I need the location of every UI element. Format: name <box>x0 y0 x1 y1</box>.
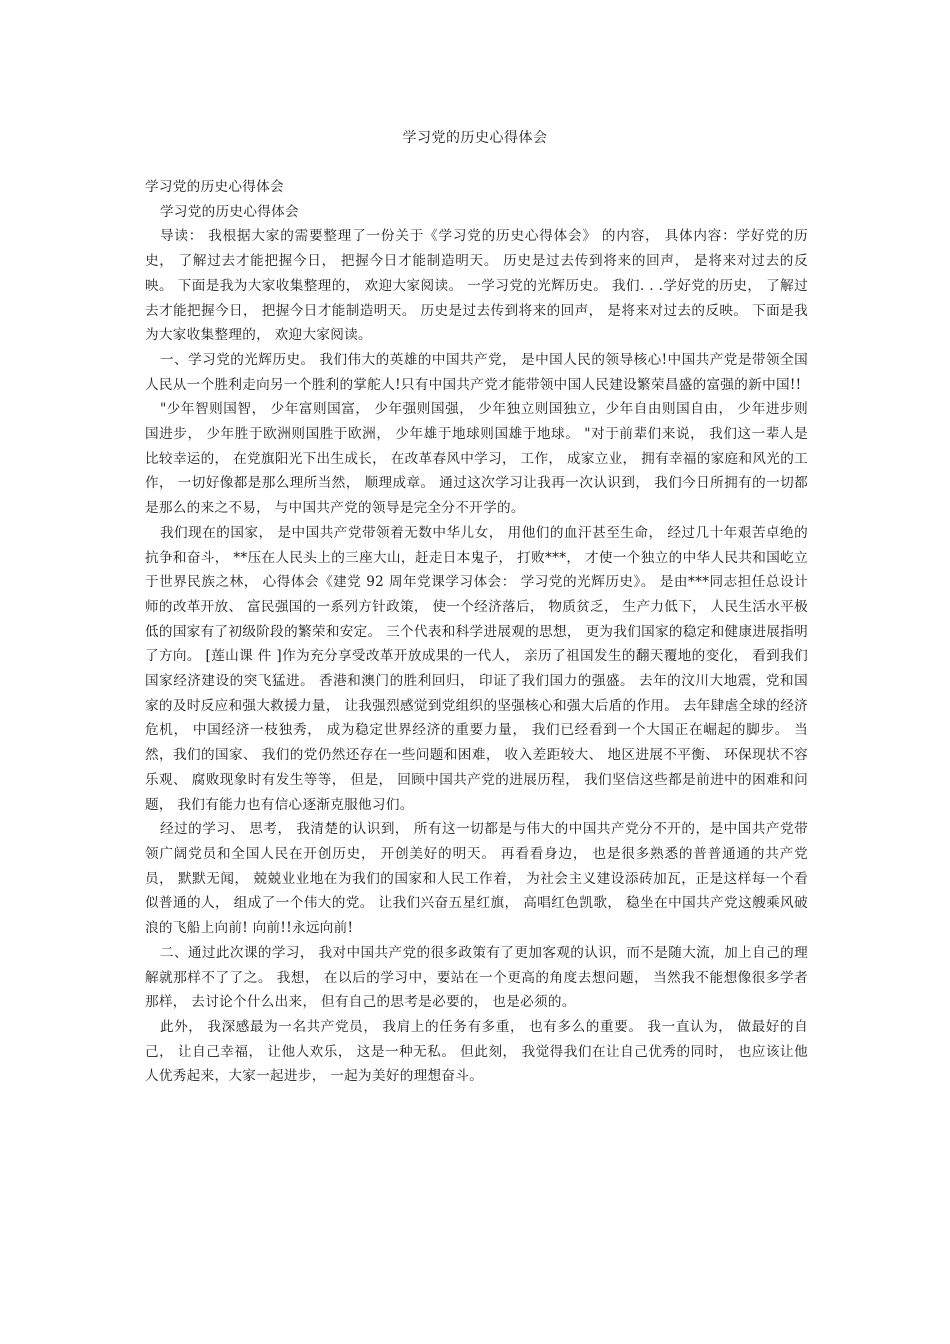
paragraph-intro: 导读： 我根据大家的需要整理了一份关于《学习党的历史心得体会》 的内容， 具体内容：学好党的历史， 了解过去才能把握今日， 把握今日才能制造明天。 历史是过去传到将来的回声， 是将来对过去的反映。 下面是我为大家收集整理的， 欢迎大家阅读。 一学习党的光辉历史。 我们. . .学好党的历史， 了解过去才能把握今日， 把握今日才能制造明天。 历史是过去传到将来的回声， 是将来对过去的反映。 下面是我为大家收集整理的， 欢迎大家阅读。 <box>145 228 808 344</box>
paragraph-heading: 学习党的历史心得体会 <box>145 179 284 195</box>
paragraph-nation: 我们现在的国家， 是中国共产党带领着无数中华儿女， 用他们的血汗甚至生命， 经过几十年艰苦卓绝的抗争和奋斗， **压在人民头上的三座大山，赶走日本鬼子， 打败***， 才使一个独立的中华人民共和国屹立于世界民族之林， 心得体会《建党 92 周年党课学习体会： 学习党的光辉历史》。 是由***同志担任总设计师的改革开放、 富民强国的一系列方针政策， 使一个经济落后， 物质贫乏， 生产力低下， 人民生活水平极低的国家有了初级阶段的繁荣和安定。 三个代表和科学进展观的思想， 更为我们国家的稳定和健康进展指明了方向。 [莲山课 件 ]作为充分享受改革开放成果的一代人， 亲历了祖国发生的翻天覆地的变化， 看到我们国家经济建设的突飞猛进。 香港和澳门的胜利回归， 印证了我们国力的强盛。 去年的汶川大地震，党和国家的及时反应和强大救援力量， 让我强烈感觉到党组织的坚强核心和强大后盾的作用。 去年肆虐全球的经济危机， 中国经济一枝独秀， 成为稳定世界经济的重要力量， 我们已经看到一个大国正在崛起的脚步。 当然，我们的国家、 我们的党仍然还存在一些问题和困难， 收入差距较大、 地区进展不平衡、 环保现状不容乐观、 腐败现象时有发生等等， 但是， 回顾中国共产党的进展历程， 我们坚信这些都是前进中的困难和问题， 我们有能力也有信心逐渐克服他习们。 <box>145 524 808 813</box>
paragraph-section-two: 二、通过此次课的学习， 我对中国共产党的很多政策有了更加客观的认识，而不是随大流，加上自己的理解就那样不了了之。 我想， 在以后的学习中，要站在一个更高的角度去想问题， 当然我不能想像很多学者那样， 去讨论个什么出来， 但有自己的思考是必要的， 也是必须的。 <box>145 944 808 1011</box>
document-title: 学习党的历史心得体会 <box>402 130 548 146</box>
paragraph-reflection: 经过的学习、 思考， 我清楚的认识到， 所有这一切都是与伟大的中国共产党分不开的，是中国共产党带领广阔党员和全国人民在开创历史， 开创美好的明天。 再看看身边， 也是很多熟悉的普普通通的共产党员， 默默无闻， 兢兢业业地在为我们的国家和人民工作着， 为社会主义建设添砖加瓦，正是这样每一个看似普通的人， 组成了一个伟大的党。 让我们兴奋五星红旗， 高唱红色凯歌， 稳坐在中国共产党这艘乘风破浪的飞船上向前! 向前!!永远向前! <box>145 821 808 937</box>
paragraph-quote: "少年智则国智， 少年富则国富， 少年强则国强， 少年独立则国独立，少年自由则国自由， 少年进步则国进步， 少年胜于欧洲则国胜于欧洲， 少年雄于地球则国雄于地球。 "对于前辈们来说， 我们这一辈人是比较幸运的， 在党旗阳光下出生成长， 在改革春风中学习， 工作， 成家立业， 拥有幸福的家庭和风光的工作， 一切好像都是那么理所当然， 顺理成章。 通过这次学习让我再一次认识到， 我们今日所拥有的一切都是那么的来之不易， 与中国共产党的领导是完全分不开学的。 <box>145 401 808 517</box>
paragraph-section-one: 一、学习党的光辉历史。 我们伟大的英雄的中国共产党， 是中国人民的领导核心!中国共产党是带领全国人民从一个胜利走向另一个胜利的掌舵人!只有中国共产党才能带领中国人民建设繁荣昌盛的富强的新中国!! <box>145 351 808 393</box>
paragraph-subheading: 学习党的历史心得体会 <box>159 203 299 220</box>
document-body <box>145 175 808 1089</box>
paragraph-closing: 此外， 我深感最为一名共产党员， 我肩上的任务有多重， 也有多么的重要。 我一直认为， 做最好的自己， 让自己幸福， 让他人欢乐， 这是一种无私。 但此刻， 我觉得我们在让自己优秀的同时， 也应该让他人优秀起来，大家一起进步， 一起为美好的理想奋斗。 <box>145 1018 808 1085</box>
